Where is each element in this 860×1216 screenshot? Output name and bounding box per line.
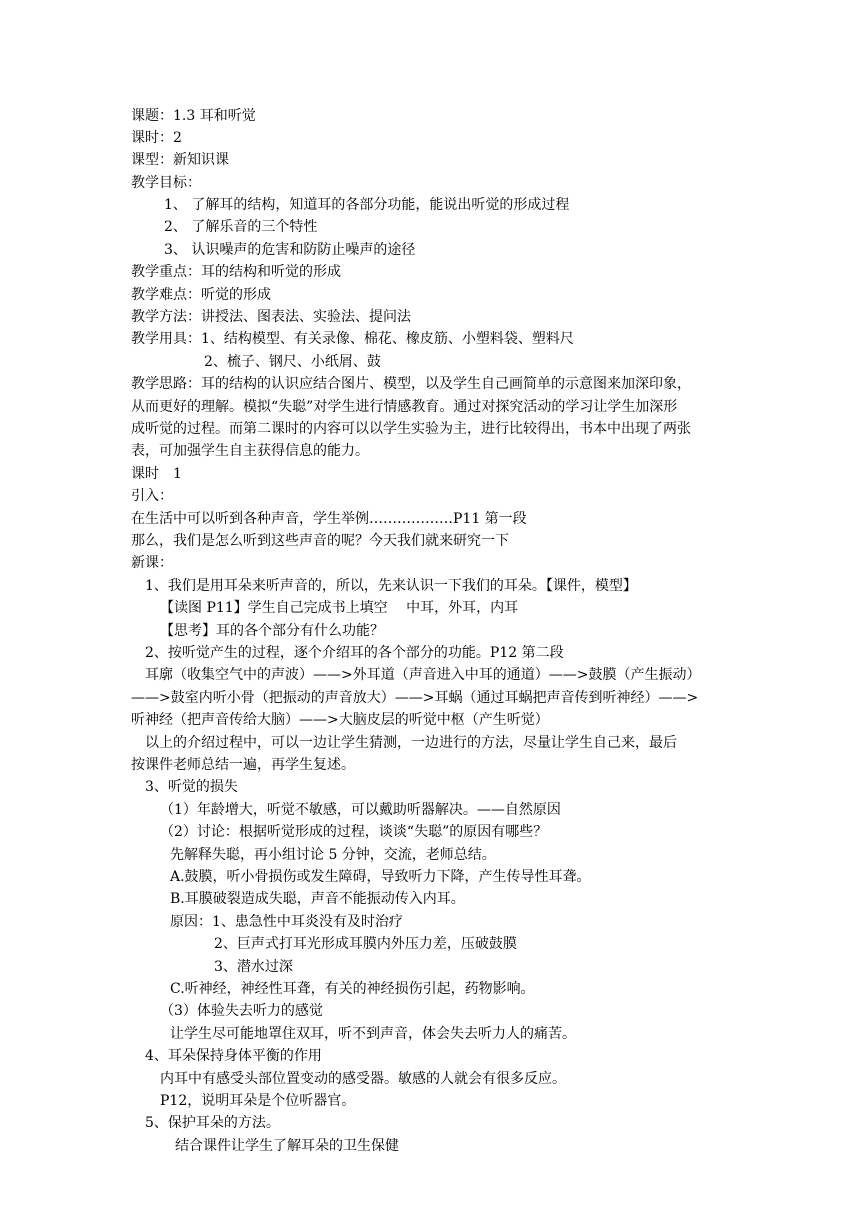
goal-item: 3、 认识噪声的危害和防防止噪声的途径 [164,242,416,258]
paragraph-line: 以上的介绍过程中，可以一边让学生猜测，一边进行的方法，尽量让学生自己来，最后 [145,735,677,751]
paragraph-line: 从而更好的理解。模拟“失聪”对学生进行情感教育。通过对探究活动的学习让学生加深形 [131,399,678,415]
paragraph-line: （2）讨论：根据听觉形成的过程，谈谈“失聪”的原因有哪些？ [160,824,548,840]
teaching-tools-continued: 2、梳子、钢尺、小纸屑、鼓 [204,354,381,370]
paragraph-line: 耳廓（收集空气中的声波）——>外耳道（声音进入中耳的通道）——>鼓膜（产生振动） [145,667,701,683]
paragraph-line: （3）体验失去听力的感觉 [160,1003,323,1019]
teaching-tools: 教学用具：1、结构模型、有关录像、棉花、橡皮筋、小塑料袋、塑料尺 [131,331,574,347]
paragraph-line: 成听觉的过程。而第二课时的内容可以以学生实验为主，进行比较得出，书本中出现了两张 [131,421,691,437]
teaching-approach: 教学思路：耳的结构的认识应结合图片、模型，以及学生自己画简单的示意图来加深印象， [131,376,691,392]
new-lesson-heading: 新课： [131,555,173,571]
paragraph-line: C.听神经，神经性耳聋，有关的神经损伤引起，药物影响。 [170,981,535,997]
section-item: 1、我们是用耳朵来听声音的，所以，先来认识一下我们的耳朵。【课件，模型】 [145,578,637,594]
teaching-methods: 教学方法：讲授法、图表法、实验法、提问法 [131,309,411,325]
paragraph-line: 让学生尽可能地罩住双耳，听不到声音，体会失去听力人的痛苦。 [170,1026,576,1042]
teaching-goals-heading: 教学目标： [131,175,201,191]
paragraph-line: P12，说明耳朵是个位听器官。 [160,1093,356,1109]
paragraph-line: 表，可加强学生自主获得信息的能力。 [131,443,369,459]
paragraph-line: 那么，我们是怎么听到这些声音的呢？今天我们就来研究一下 [131,533,509,549]
paragraph-line: ——>鼓室内听小骨（把振动的声音放大）——>耳蜗（通过耳蜗把声音传到听神经）——> [131,690,699,706]
paragraph-line: 听神经（把声音传给大脑）——>大脑皮层的听觉中枢（产生听觉） [131,712,549,728]
paragraph-line: 【读图 P11】学生自己完成书上填空 中耳，外耳，内耳 [160,600,519,616]
key-point: 教学重点：耳的结构和听觉的形成 [131,264,341,280]
lesson-type: 课型：新知识课 [131,152,229,168]
period-heading: 课时 1 [131,466,182,482]
paragraph-line: 2、巨声式打耳光形成耳膜内外压力差，压破鼓膜 [214,936,517,952]
paragraph-line: 结合课件让学生了解耳朵的卫生保健 [175,1138,399,1154]
goal-item: 1、 了解耳的结构，知道耳的各部分功能，能说出听觉的形成过程 [164,197,570,213]
goal-item: 2、 了解乐音的三个特性 [164,219,318,235]
paragraph-line: 原因：1、患急性中耳炎没有及时治疗 [170,914,403,930]
section-item: 3、听觉的损失 [145,779,238,795]
paragraph-line: 【思考】耳的各个部分有什么功能？ [160,623,384,639]
paragraph-line: 先解释失聪，再小组讨论 5 分钟，交流，老师总结。 [170,847,496,863]
section-item: 4、耳朵保持身体平衡的作用 [145,1048,322,1064]
paragraph-line: 内耳中有感受头部位置变动的感受器。敏感的人就会有很多反应。 [160,1071,566,1087]
paragraph-line: 在生活中可以听到各种声音，学生举例………………P11 第一段 [131,511,527,527]
paragraph-line: A.鼓膜，听小骨损伤或发生障碍，导致听力下降，产生传导性耳聋。 [170,869,591,885]
lesson-periods: 课时：2 [131,130,182,146]
paragraph-line: 按课件老师总结一遍，再学生复述。 [131,757,355,773]
introduction-heading: 引入： [131,488,173,504]
lesson-title: 课题：1.3 耳和听觉 [131,108,256,124]
paragraph-line: 3、潜水过深 [214,959,293,975]
paragraph-line: B.耳膜破裂造成失聪，声音不能振动传入内耳。 [170,891,465,907]
section-item: 5、保护耳朵的方法。 [145,1115,280,1131]
paragraph-line: （1）年龄增大，听觉不敏感，可以戴助听器解决。——自然原因 [160,802,561,818]
difficult-point: 教学难点：听觉的形成 [131,287,271,303]
section-item: 2、按听觉产生的过程，逐个介绍耳的各个部分的功能。P12 第二段 [145,645,564,661]
